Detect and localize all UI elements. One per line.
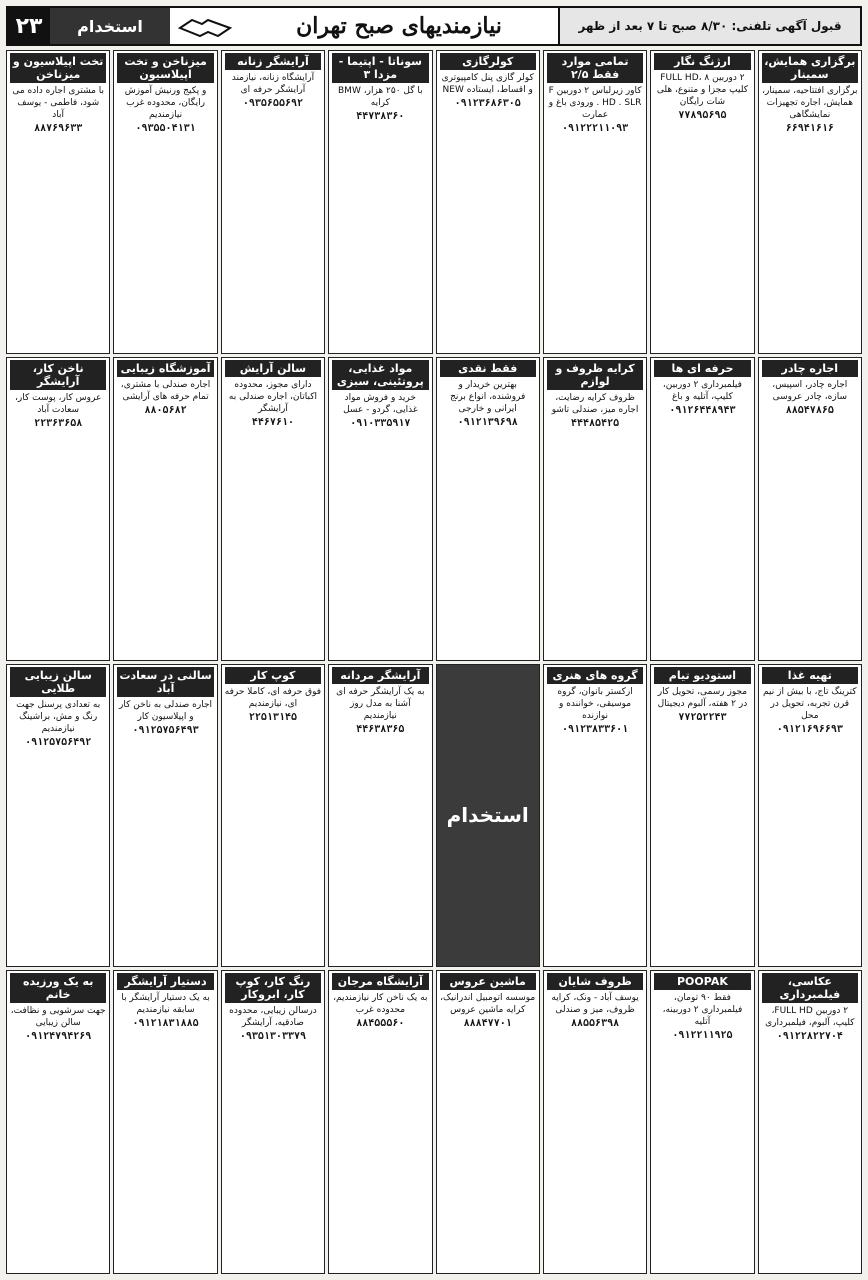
ad-phone: ۴۴۷۳۸۳۶۰ xyxy=(356,111,405,122)
ad-cell xyxy=(650,357,754,661)
ad-title: آرایشگر مردانه xyxy=(332,667,428,684)
ad-cell xyxy=(650,50,754,354)
ad-title: گروه های هنری xyxy=(547,667,643,684)
ad-phone: ۸۸۵۵۶۳۹۸ xyxy=(570,1018,620,1030)
ad-title: سوناتا - اپتیما - مزدا ۳ xyxy=(332,53,428,83)
ad-phone: ۷۷۲۵۲۲۴۳ xyxy=(678,711,727,723)
ad-cell xyxy=(6,50,110,354)
ad-text: ۲ دوربین FULL HD، کلیپ، آلبوم، فیلمبرداری xyxy=(765,1006,855,1029)
ad-title: فقط نقدی xyxy=(440,360,536,377)
ad-phone: ۰۹۱۲۱۶۹۶۶۹۳ xyxy=(776,723,843,735)
ad-phone: ۸۸۸۴۷۷۰۱ xyxy=(463,1018,512,1030)
ad-title: آموزشگاه زیبایی xyxy=(117,360,213,377)
ad-phone: ۰۹۱۲۳۸۳۳۶۰۱ xyxy=(561,723,629,735)
ad-cell xyxy=(543,357,647,661)
ad-text: فقط ۹۰ تومان، فیلمبرداری ۲ دوربینه، آتلیه xyxy=(662,993,743,1028)
ad-cell xyxy=(6,664,110,968)
ad-phone: ۶۶۹۴۱۶۱۶ xyxy=(785,123,834,134)
ad-cell xyxy=(758,50,862,354)
ad-text: خرید و فروش مواد غذایی، گردو - عسل xyxy=(343,392,418,415)
ad-text: یوسف آباد - ونک، کرایه ظروف، میز و صندلی xyxy=(551,993,639,1016)
ad-title: سالن آرایش xyxy=(225,360,321,377)
ad-cell xyxy=(543,970,647,1274)
ad-cell xyxy=(113,357,217,661)
ad-title: ناخن کار، آرایشگر xyxy=(10,360,106,390)
ad-text: موسسه اتومبیل اندرانیک، کرایه ماشین عروس xyxy=(440,993,536,1016)
ad-text: مجوز رسمی، تحویل کار در ۲ هفته، آلبوم دیجیتال xyxy=(657,686,748,709)
ad-phone: ۰۹۱۰۳۳۵۹۱۷ xyxy=(350,417,411,429)
ad-cell xyxy=(221,50,325,354)
ad-text: با مشتری اجاره داده می شود، فاطمی - یوسف آباد xyxy=(12,86,105,120)
ad-phone: ۰۹۱۲۴۷۹۴۲۶۹ xyxy=(25,1031,92,1043)
ad-title: عکاسی، فیلمبرداری xyxy=(762,973,858,1003)
ad-phone: ۰۹۱۲۳۶۸۶۳۰۵ xyxy=(454,98,521,109)
ad-cell xyxy=(328,50,432,354)
ad-text: و پکیج ورنیش آموزش رایگان، محدوده غرب نیازمندیم xyxy=(124,86,207,120)
ad-title: به یک ورزیده خانم xyxy=(10,973,106,1003)
ad-hours-info: قبول آگهی تلفنی: ۸/۳۰ صبح تا ۷ بعد از ظهر xyxy=(558,8,860,44)
ad-phone: ۸۸۷۶۹۶۳۳ xyxy=(34,123,83,134)
ad-title: سالنی در سعادت آباد xyxy=(117,667,213,697)
page-header xyxy=(6,6,862,46)
ad-title: استخدام xyxy=(446,803,529,828)
ad-title: میزناخن و تخت اپیلاسیون xyxy=(117,53,213,83)
ad-text: آرایشگاه زنانه، نیازمند آرایشگر حرفه ای xyxy=(231,73,315,95)
ad-title: رنگ کار، کوپ کار، ابروکار xyxy=(225,973,321,1003)
ad-text: کولر گازی پنل کامپیوتری و اقساط، ایستاده NEW xyxy=(441,73,534,95)
ad-text: عروس کار، پوست کار، سعادت آباد xyxy=(15,392,102,415)
ad-cell xyxy=(543,50,647,354)
ad-cell xyxy=(436,357,540,661)
ad-title: کرایه ظروف و لوازم xyxy=(547,360,643,390)
ad-text: اجاره چادر، اسپیس، سازه، چادر عروسی xyxy=(772,379,848,402)
ad-text: درسالن زیبایی، محدوده صادقیه، آرایشگر xyxy=(229,1006,317,1029)
ad-cell xyxy=(6,970,110,1274)
ad-cell xyxy=(328,357,432,661)
ad-text: ارکستر بانوان، گروه موسیقی، خواننده و نوازنده xyxy=(557,686,633,721)
ad-cell xyxy=(758,664,862,968)
ad-text: کترینگ تاج، با بیش از نیم قرن تجربه، تحویل در محل xyxy=(763,686,857,721)
ad-title: ظروف شایان xyxy=(547,973,643,990)
page-title: نیازمندیهای صبح تهران xyxy=(296,13,502,39)
ad-title: POOPAK xyxy=(654,973,750,990)
ad-phone: ۰۹۱۲۲۱۱۹۲۵ xyxy=(672,1030,733,1042)
ad-text: ۲ دوربین FULL HD، ۸ کلیپ مجزا و متنوع، هلی شات رایگان xyxy=(656,73,748,107)
hiring-banner xyxy=(436,664,540,968)
ad-phone: ۰۹۱۲۵۷۵۶۴۹۳ xyxy=(132,724,199,736)
ad-cell xyxy=(650,970,754,1274)
ad-cell xyxy=(221,357,325,661)
ad-title: آرایشگر زنانه xyxy=(225,53,321,70)
ad-phone: ۸۸۴۵۵۵۶۰ xyxy=(356,1018,405,1030)
ad-text: کاور زیرلباس ۲ دوربین F . HD . SLR ورودی باغ و عمارت xyxy=(548,86,642,120)
ad-phone: ۰۹۱۲۵۷۵۶۴۹۲ xyxy=(25,736,92,748)
ad-cell xyxy=(328,970,432,1274)
ad-cell xyxy=(113,50,217,354)
ad-cell xyxy=(758,970,862,1274)
handshake-icon-svg xyxy=(178,12,232,40)
ad-phone: ۸۸۵۴۷۸۶۵ xyxy=(785,404,834,416)
ad-phone: ۰۹۱۲۶۴۴۸۹۴۳ xyxy=(669,404,736,416)
ad-title: کوپ کار xyxy=(225,667,321,684)
ad-phone: ۰۹۳۵۶۵۵۶۹۲ xyxy=(242,98,304,109)
ad-phone: ۲۲۵۱۳۱۴۵ xyxy=(248,711,298,723)
ad-text: به یک ناخن کار نیازمندیم، محدوده غرب xyxy=(333,993,428,1016)
ad-phone: ۰۹۱۲۱۸۳۱۸۸۵ xyxy=(132,1018,199,1030)
ad-phone: ۰۹۱۲۱۳۹۶۹۸ xyxy=(457,416,518,428)
ad-title: ارژنگ نگار xyxy=(654,53,750,70)
ad-text: با گل ۲۵۰ هزار، BMW کرایه xyxy=(338,86,423,108)
ad-title: تهیه غذا xyxy=(762,667,858,684)
ad-text: دارای مجوز، محدوده اکباتان، اجاره صندلی به آرایشگر xyxy=(228,379,317,414)
ad-phone: ۴۴۴۸۵۴۲۵ xyxy=(570,417,620,429)
ad-title: ماشین عروس xyxy=(440,973,536,990)
ad-phone: ۰۹۳۵۱۳۰۳۳۷۹ xyxy=(239,1031,307,1043)
page-number: ۲۳ xyxy=(8,8,50,44)
handshake-icon xyxy=(170,8,240,44)
ad-cell xyxy=(113,970,217,1274)
ad-cell xyxy=(221,664,325,968)
ad-phone: ۷۷۸۹۵۶۹۵ xyxy=(678,110,727,121)
ad-cell xyxy=(436,50,540,354)
ad-phone: ۸۸۰۵۶۸۲ xyxy=(144,404,187,416)
ad-cell xyxy=(543,664,647,968)
ad-title: مواد غذایی، پروتئینی، سبزی xyxy=(332,360,428,390)
ad-title: تخت اپیلاسیون و میزناخن xyxy=(10,53,106,83)
ad-title: استودیو تیام xyxy=(654,667,750,684)
ad-title: حرفه ای ها xyxy=(654,360,750,377)
ad-text: فوق حرفه ای، کاملا حرفه ای، نیازمندیم xyxy=(224,686,322,709)
ad-cell xyxy=(6,357,110,661)
ad-text: اجاره صندلی با مشتری، تمام حرفه های آرایشی xyxy=(120,379,211,402)
ad-title: سالن زیبایی طلایی xyxy=(10,667,106,697)
ad-cell xyxy=(221,970,325,1274)
category-label: استخدام xyxy=(50,8,170,44)
ad-phone: ۰۹۱۲۲۲۱۱۰۹۳ xyxy=(561,123,629,134)
ad-text: جهت سرشویی و نظافت، سالن زیبایی xyxy=(10,1006,106,1029)
ad-phone: ۴۴۶۳۸۳۶۵ xyxy=(356,723,405,735)
ad-phone: ۰۹۱۲۲۸۲۲۷۰۴ xyxy=(776,1031,843,1043)
ad-text: اجاره صندلی به ناخن کار و اپیلاسیون کار xyxy=(119,699,213,722)
ad-cell xyxy=(650,664,754,968)
ad-text: ظروف کرایه رضایت، اجاره میز، صندلی تاشو xyxy=(551,392,639,415)
ad-title: کولرگازی xyxy=(440,53,536,70)
ad-text: برگزاری افتتاحیه، سمینار، همایش، اجاره تجهیزات نمایشگاهی xyxy=(762,86,858,120)
ad-cell xyxy=(758,357,862,661)
ad-title: دستیار آرایشگر xyxy=(117,973,213,990)
ad-phone: ۰۹۳۵۵۰۴۱۳۱ xyxy=(135,123,196,134)
ad-cell xyxy=(113,664,217,968)
ad-text: بهترین خریدار و فروشنده، انواع برنج ایرانی و خارجی xyxy=(450,379,526,414)
ad-phone: ۴۴۶۷۶۱۰ xyxy=(251,416,295,428)
ad-grid xyxy=(6,50,862,1274)
ad-phone: ۲۲۳۶۳۶۵۸ xyxy=(34,417,83,429)
ad-cell xyxy=(328,664,432,968)
ad-text: به یک دستیار آرایشگر با سابقه نیازمندیم xyxy=(121,993,210,1016)
ad-title: اجاره چادر xyxy=(762,360,858,377)
ad-text: فیلمبرداری ۲ دوربین، کلیپ، آتلیه و باغ xyxy=(662,379,742,402)
ad-text: به تعدادی پرسنل جهت رنگ و مش، براشینگ نیازمندیم xyxy=(16,699,101,734)
ad-title: آرایشگاه مرجان xyxy=(332,973,428,990)
ad-text: به یک آرایشگر حرفه ای آشنا به مدل روز نیازمندیم xyxy=(336,686,425,721)
ad-title: تمامی موارد فقط ۲/۵ xyxy=(547,53,643,83)
ad-title: برگزاری همایش، سمینار xyxy=(762,53,858,83)
ad-cell xyxy=(436,970,540,1274)
